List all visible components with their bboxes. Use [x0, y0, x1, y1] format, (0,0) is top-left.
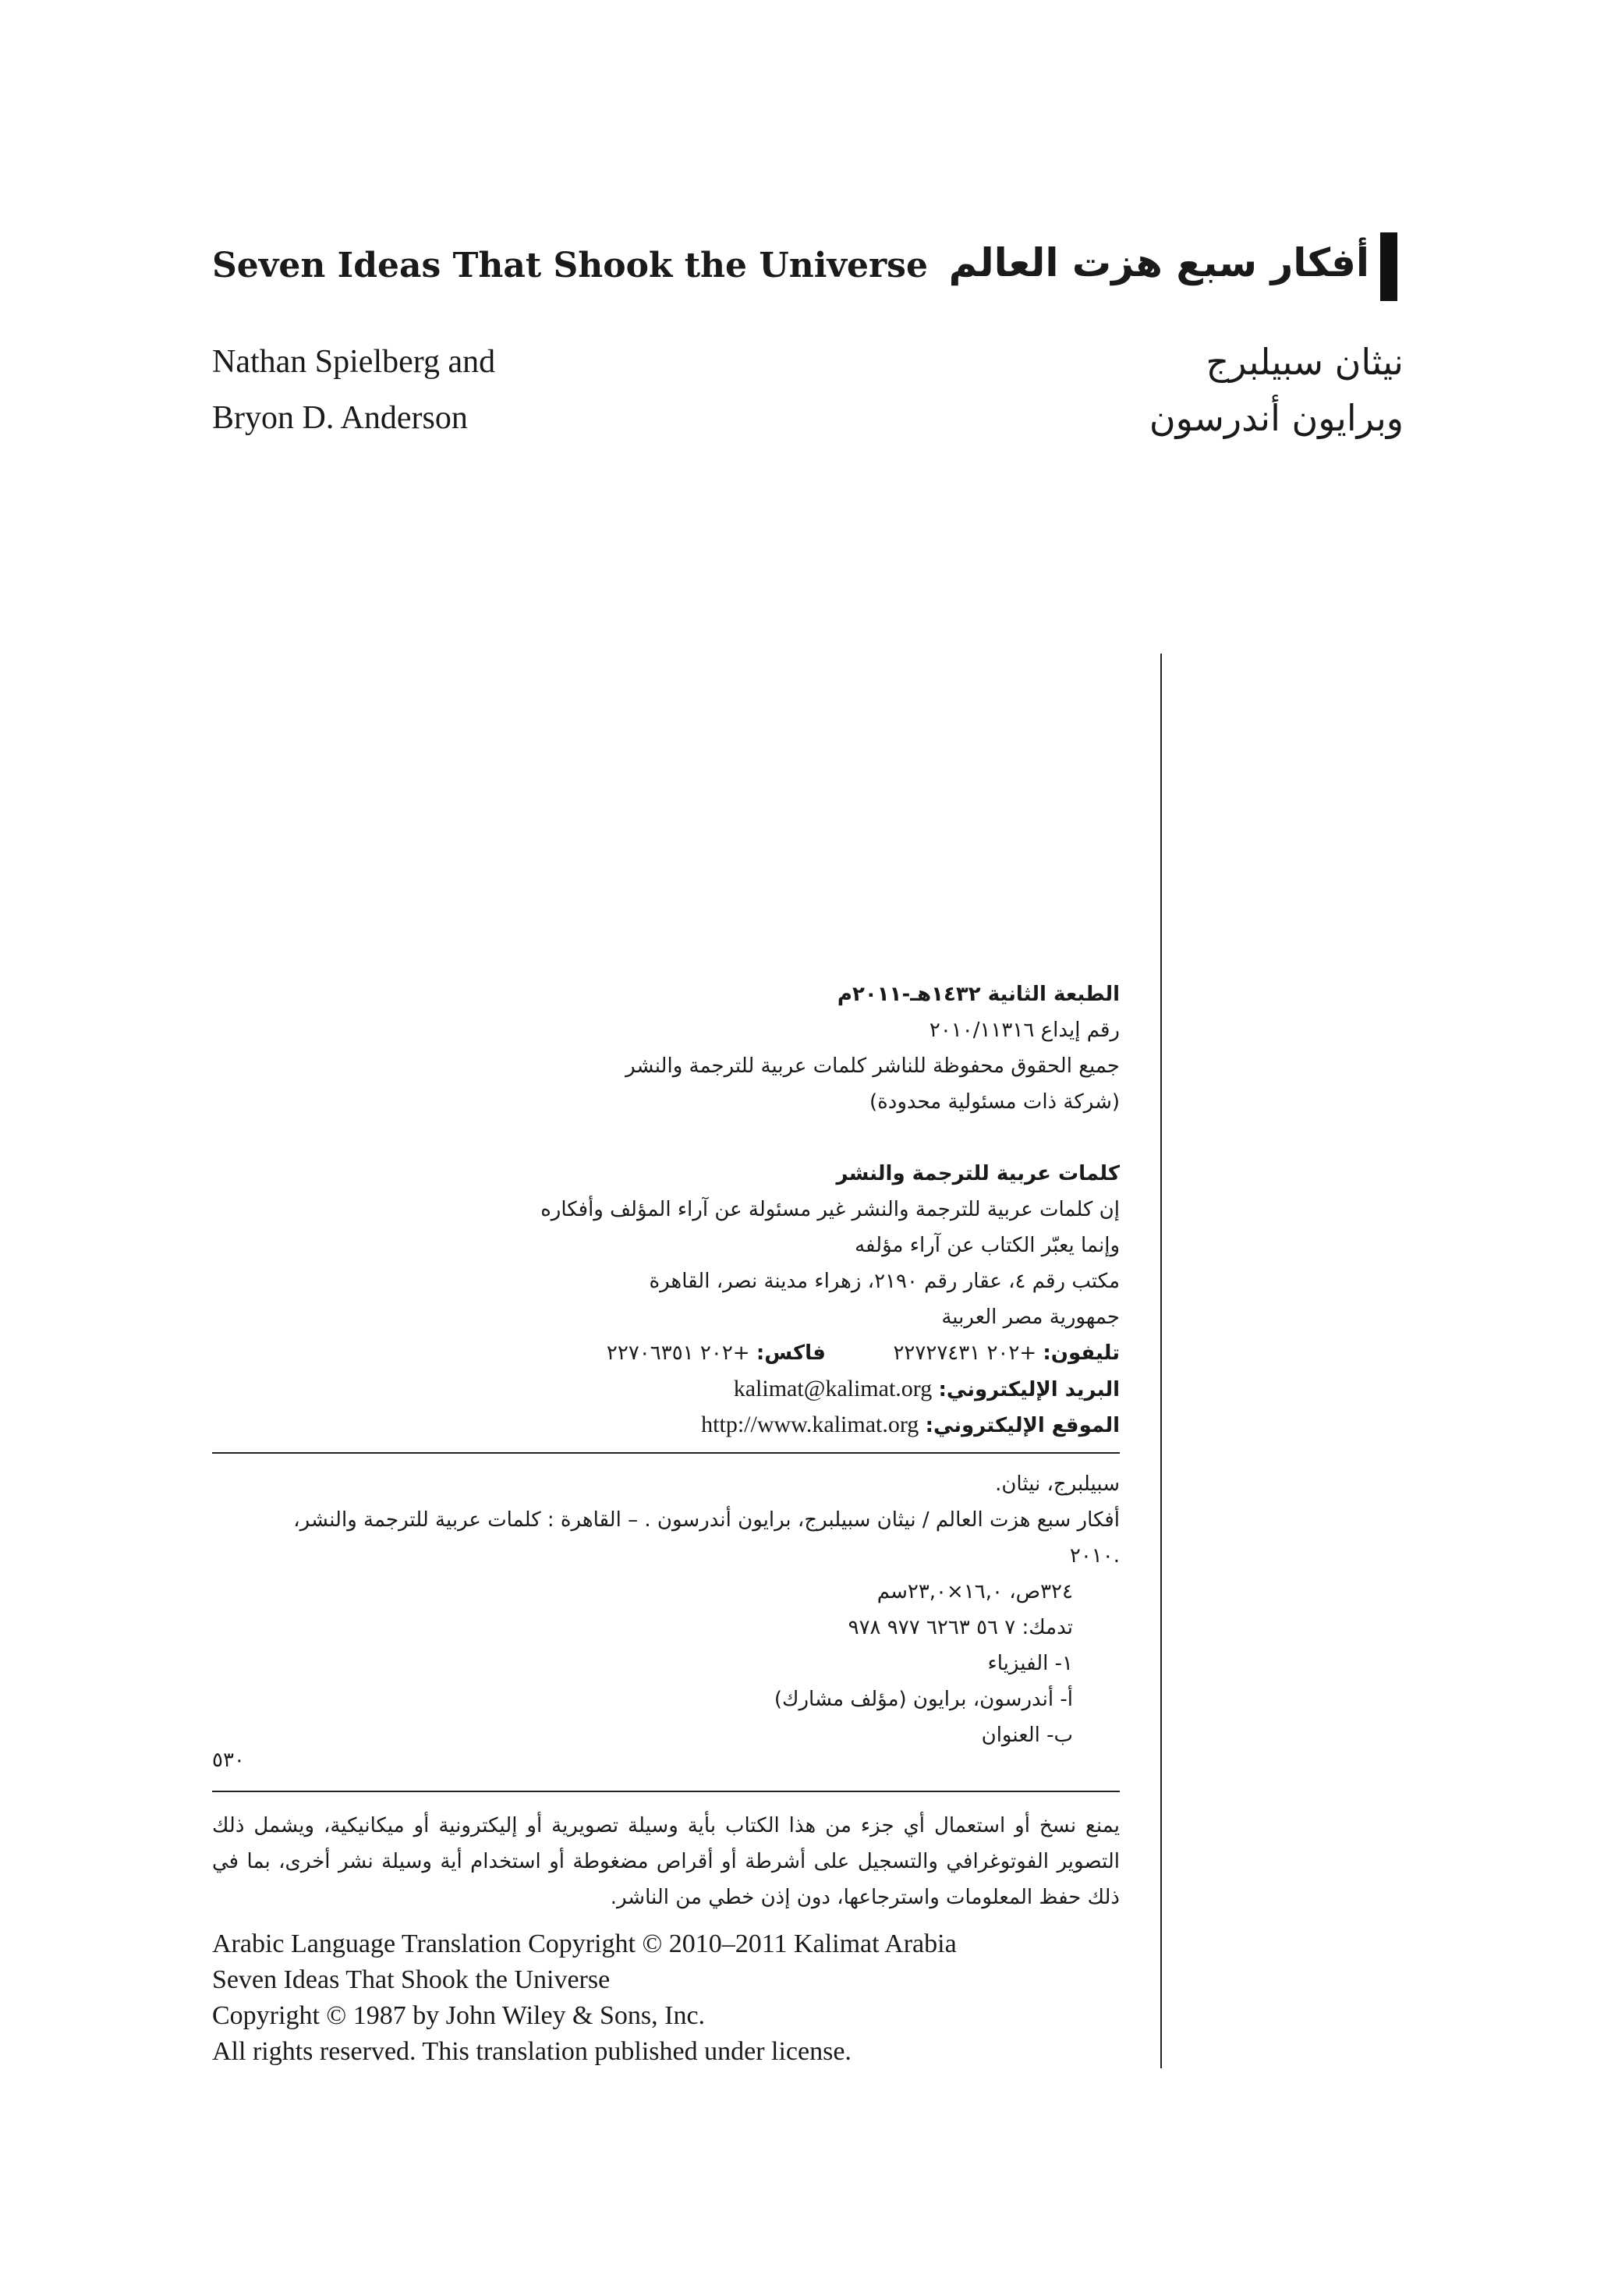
copyright-line-3: Copyright © 1987 by John Wiley & Sons, Inc.	[212, 2001, 706, 2030]
website-value[interactable]: http://www.kalimat.org	[701, 1412, 919, 1437]
legal-notice: يمنع نسخ أو استعمال أي جزء من هذا الكتاب بأية وسيلة تصويرية أو إليكترونية أو ميكانيكية، ويشمل ذلك التصوير الفوتوغرافي والتسجيل على أشرطة أو أقراص مضغوطة أو استخدام أية وسيلة نشر أخرى، بما في ذلك حفظ المعلومات واسترجاعها، دون إذن خطي من الناشر.	[212, 1814, 1120, 1909]
phone-fax-line	[540, 1335, 1120, 1371]
catalog-title-heading: ب- العنوان	[981, 1724, 1073, 1747]
arabic-authors	[1149, 334, 1404, 446]
catalog-subject: ١- الفيزياء	[987, 1652, 1073, 1675]
email-value[interactable]: kalimat@kalimat.org	[733, 1376, 933, 1401]
english-authors	[212, 334, 495, 446]
fax-value: +٢٠٢ ٢٢٧٠٦٣٥١	[606, 1341, 750, 1365]
catalog-author: سبيلبرج، نيثان.	[995, 1472, 1120, 1496]
copyright-line-2: Seven Ideas That Shook the Universe	[212, 1965, 611, 1994]
email-line	[540, 1371, 1120, 1407]
deposit-line: رقم إيداع ٢٠١٠/١١٣١٦	[929, 1019, 1120, 1042]
catalog-title-2: .٢٠١٠	[1069, 1544, 1120, 1568]
disclaimer-line-1: إن كلمات عربية للترجمة والنشر غير مسئولة عن آراء المؤلف وأفكاره	[540, 1198, 1120, 1221]
catalog-isbn: تدمك: ٧ ٥٦ ٦٢٦٣ ٩٧٧ ٩٧٨	[848, 1616, 1073, 1639]
rights-line: جميع الحقوق محفوظة للناشر كلمات عربية للترجمة والنشر	[625, 1054, 1120, 1078]
vertical-rule	[1160, 654, 1162, 2068]
copyright-line-4: All rights reserved. This translation published under license.	[212, 2037, 852, 2066]
fax-label: فاكس:	[756, 1341, 826, 1365]
publisher-name: كلمات عربية للترجمة والنشر	[836, 1162, 1120, 1185]
spacer	[540, 1120, 1120, 1156]
classification-number: ٥٣٠	[212, 1749, 245, 1772]
email-label: البريد الإليكتروني:	[938, 1378, 1120, 1401]
company-type-line: (شركة ذات مسئولية محدودة)	[869, 1090, 1120, 1114]
phone-label: تليفون:	[1043, 1341, 1120, 1365]
english-title: Seven Ideas That Shook the Universe	[212, 246, 928, 285]
catalog-record	[212, 1466, 1120, 1753]
edition-line: الطبعة الثانية ١٤٣٢هـ-٢٠١١م	[837, 983, 1120, 1006]
address-line-1: مكتب رقم ٤، عقار رقم ٢١٩٠، زهراء مدينة نصر، القاهرة	[649, 1270, 1120, 1293]
disclaimer-line-2: وإنما يعبّر الكتاب عن آراء مؤلفه	[855, 1234, 1120, 1257]
arabic-title: أفكار سبع هزت العالم	[948, 240, 1369, 285]
catalog-physical: ٣٢٤ص، ١٦,٠×٢٣,٠سم	[876, 1580, 1073, 1603]
arabic-author-line-1: نيثان سبيلبرج	[1206, 341, 1404, 383]
phone-value: +٢٠٢ ٢٢٧٢٧٤٣١	[893, 1341, 1037, 1365]
english-author-line-2: Bryon D. Anderson	[212, 400, 468, 436]
english-author-line-1: Nathan Spielberg and	[212, 344, 496, 380]
copyright-block	[212, 1926, 957, 2070]
arabic-author-line-2: وبرايون أندرسون	[1149, 397, 1404, 439]
website-line	[540, 1407, 1120, 1443]
website-label: الموقع الإليكتروني:	[925, 1414, 1120, 1437]
divider-bottom	[212, 1791, 1120, 1792]
divider-top	[212, 1452, 1120, 1454]
copyright-line-1: Arabic Language Translation Copyright © 2010–2011 Kalimat Arabia	[212, 1929, 957, 1958]
publisher-info	[540, 976, 1120, 1443]
catalog-title-1: أفكار سبع هزت العالم / نيثان سبيلبرج، برايون أندرسون . – القاهرة : كلمات عربية للترجمة والنشر،	[293, 1508, 1120, 1532]
title-marker-bar	[1380, 232, 1397, 301]
address-line-2: جمهورية مصر العربية	[941, 1306, 1120, 1329]
catalog-coauthor: أ- أندرسون، برايون (مؤلف مشارك)	[774, 1688, 1073, 1711]
